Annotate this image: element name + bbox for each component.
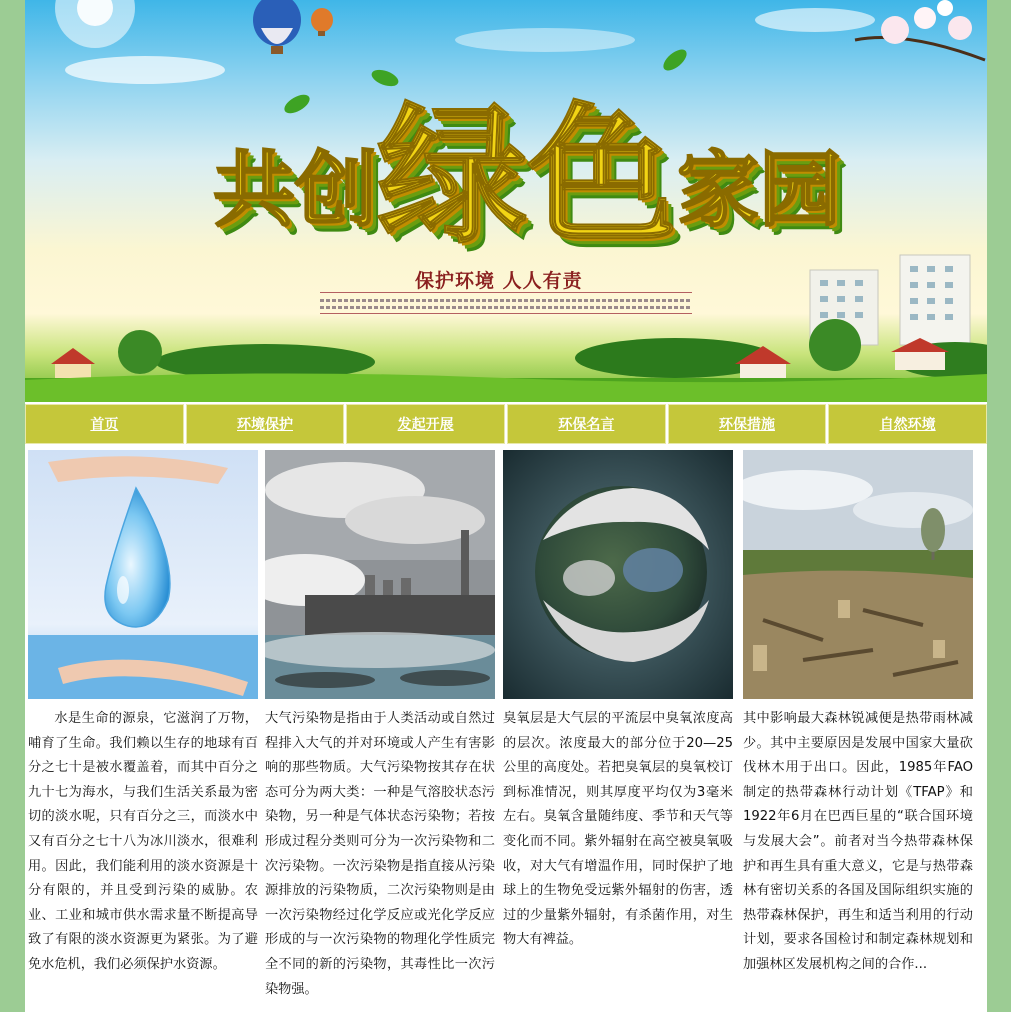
title-main: 绿色	[376, 90, 677, 264]
article-water	[28, 450, 258, 978]
title-char-2: 创	[294, 143, 377, 238]
factory-smoke-image	[265, 450, 495, 699]
slogan-decoration	[320, 292, 692, 318]
article-air-pollution-text: 大气污染物是指由于人类活动或自然过程排入大气的并对环境或人产生有害影响的那些物质。大气污染物按其存在状态可分为两大类：一种是气溶胶状态污染物，另一种是气体状态污染物；若按形成过程分类则可分为一次污染物和二次污染物。一次污染物是指直接从污染源排放的污染物质，二次污染物则是由一次污染物经过化学反应或光化学反应形成的与一次污染物的物理化学性质完全不同的新的污染物，其毒性比一次污染物强。	[265, 711, 495, 997]
nav-item-home[interactable]: 首页	[25, 404, 184, 444]
banner-slogan: 保护环境 人人有责	[415, 270, 583, 292]
article-forest-text: 其中影响最大森林锐减便是热带雨林减少。其中主要原因是发展中国家大量砍伐林木用于出口。因此，1985年FAO制定的热带森林行动计划《TFAP》和1922年6月在巴西巨星的“联合国环境与发展大会”。前者对当今热带森林保护和再生具有重大意义，它是与热带森林有密切关系的各国及国际组织实施的热带森林保护，再生和适当利用的行动计划，要求各国检讨和制定森林规划和加强林区发展机构之间的合作...	[743, 711, 973, 972]
article-water-text: 水是生命的源泉，它滋润了万物，哺育了生命。我们赖以生存的地球有百分之七十是被水覆盖着，而其中百分之九十七为海水，与我们生活关系最为密切的淡水呢，只有百分之三，而淡水中又有百分之七十八为冰川淡水，很难利用。因此，我们能利用的淡水资源是十分有限的，并且受到污染的威胁。农业、工业和城市供水需求量不断提高导致了有限的淡水资源更为紧张。为了避免水危机，我们必须保护水资源。	[28, 711, 258, 972]
header-banner	[25, 0, 987, 402]
water-drop-image	[28, 450, 258, 699]
title-char-1: 共	[212, 143, 295, 238]
article-ozone	[503, 450, 733, 953]
balloon-small-icon	[311, 8, 333, 36]
article-air-pollution	[265, 450, 495, 1002]
deforested-land-image	[743, 450, 973, 699]
article-forest	[743, 450, 973, 978]
nav-item-nature[interactable]: 自然环境	[828, 404, 987, 444]
nav-item-launch[interactable]: 发起开展	[346, 404, 505, 444]
house-icon	[51, 348, 95, 382]
nav-item-environment-protection[interactable]: 环境保护	[186, 404, 345, 444]
nav-item-quotes[interactable]: 环保名言	[507, 404, 666, 444]
nav-item-measures[interactable]: 环保措施	[668, 404, 827, 444]
earth-clouds-image	[503, 450, 733, 699]
page-container	[25, 0, 987, 1012]
banner-title	[137, 62, 917, 264]
main-nav	[25, 404, 987, 444]
article-ozone-text: 臭氧层是大气层的平流层中臭氧浓度高的层次。浓度最大的部分位于20—25公里的高度处。若把臭氧层的臭氧校订到标准情况，则其厚度平均仅为3毫米左右。臭氧含量随纬度、季节和天气等变化而不同。紫外辐射在高空被臭氧吸收，对大气有增温作用，同时保护了地球上的生物免受远紫外辐射的伤害，透过的少量紫外辐射，有杀菌作用，对生物大有裨益。	[503, 711, 733, 948]
title-char-4: 园	[759, 143, 842, 238]
title-char-3: 家	[677, 143, 760, 238]
balloon-icon	[253, 0, 301, 54]
